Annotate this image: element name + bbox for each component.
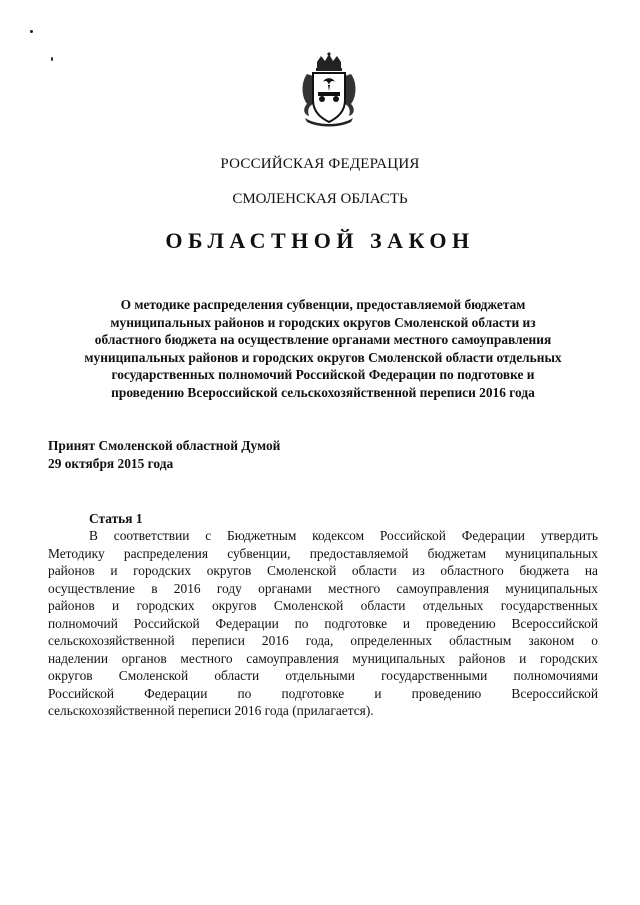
article-line: наделении органов местного самоуправления муниципальных районов и городских bbox=[48, 650, 598, 666]
article-line: Методику распределения субвенции, предоставляемой бюджетам муниципальных bbox=[48, 545, 598, 561]
region-name: СМОЛЕНСКАЯ ОБЛАСТЬ bbox=[232, 191, 408, 207]
adopted-by: Принят Смоленской областной Думой bbox=[48, 438, 281, 453]
adoption-note bbox=[48, 437, 280, 472]
scan-speck bbox=[30, 30, 33, 33]
document-type-heading: ОБЛАСТНОЙ ЗАКОН bbox=[165, 228, 475, 253]
article-line: округов Смоленской области отдельными государственными полномочиями bbox=[48, 668, 598, 683]
article-line: сельскохозяйственной переписи 2016 года (прилагается). bbox=[48, 703, 374, 718]
law-title-line: проведению Всероссийской сельскохозяйственной переписи 2016 года bbox=[111, 384, 535, 400]
country-name: РОССИЙСКАЯ ФЕДЕРАЦИЯ bbox=[220, 156, 420, 172]
adoption-date: 29 октября 2015 года bbox=[48, 455, 174, 471]
scan-speck bbox=[51, 57, 53, 61]
article-heading: Статья 1 bbox=[89, 511, 143, 526]
article-line: осуществление в 2016 году органами местного самоуправления муниципальных bbox=[48, 580, 598, 596]
article-line: В соответствии с Бюджетным кодексом Российской Федерации утвердить bbox=[89, 528, 598, 543]
article-line: Российской Федерации по подготовке и проведению Всероссийской bbox=[48, 685, 598, 701]
law-title-line: О методике распределения субвенции, предоставляемой бюджетам bbox=[120, 297, 526, 312]
law-title bbox=[50, 296, 596, 402]
article-line: районов и городских округов Смоленской области из областного бюджета на bbox=[48, 563, 598, 578]
coat-of-arms-icon bbox=[297, 52, 361, 128]
law-title-line: государственных полномочий Российской Федерации по подготовке и bbox=[111, 367, 535, 383]
law-title-line: муниципальных районов и городских округов Смоленской области отдельных bbox=[84, 349, 562, 365]
law-title-line: муниципальных районов и городских округов Смоленской области из bbox=[110, 314, 536, 330]
article-line: полномочий Российской Федерации по подготовке и проведению Всероссийской bbox=[48, 615, 598, 631]
article-line: районов и городских округов Смоленской области отдельных государственных bbox=[48, 598, 598, 613]
article-line: сельскохозяйственной переписи 2016 года, определенных областным законом о bbox=[48, 633, 598, 648]
article-body bbox=[48, 527, 598, 720]
law-title-line: областного бюджета на осуществление органами местного самоуправления bbox=[94, 332, 552, 348]
